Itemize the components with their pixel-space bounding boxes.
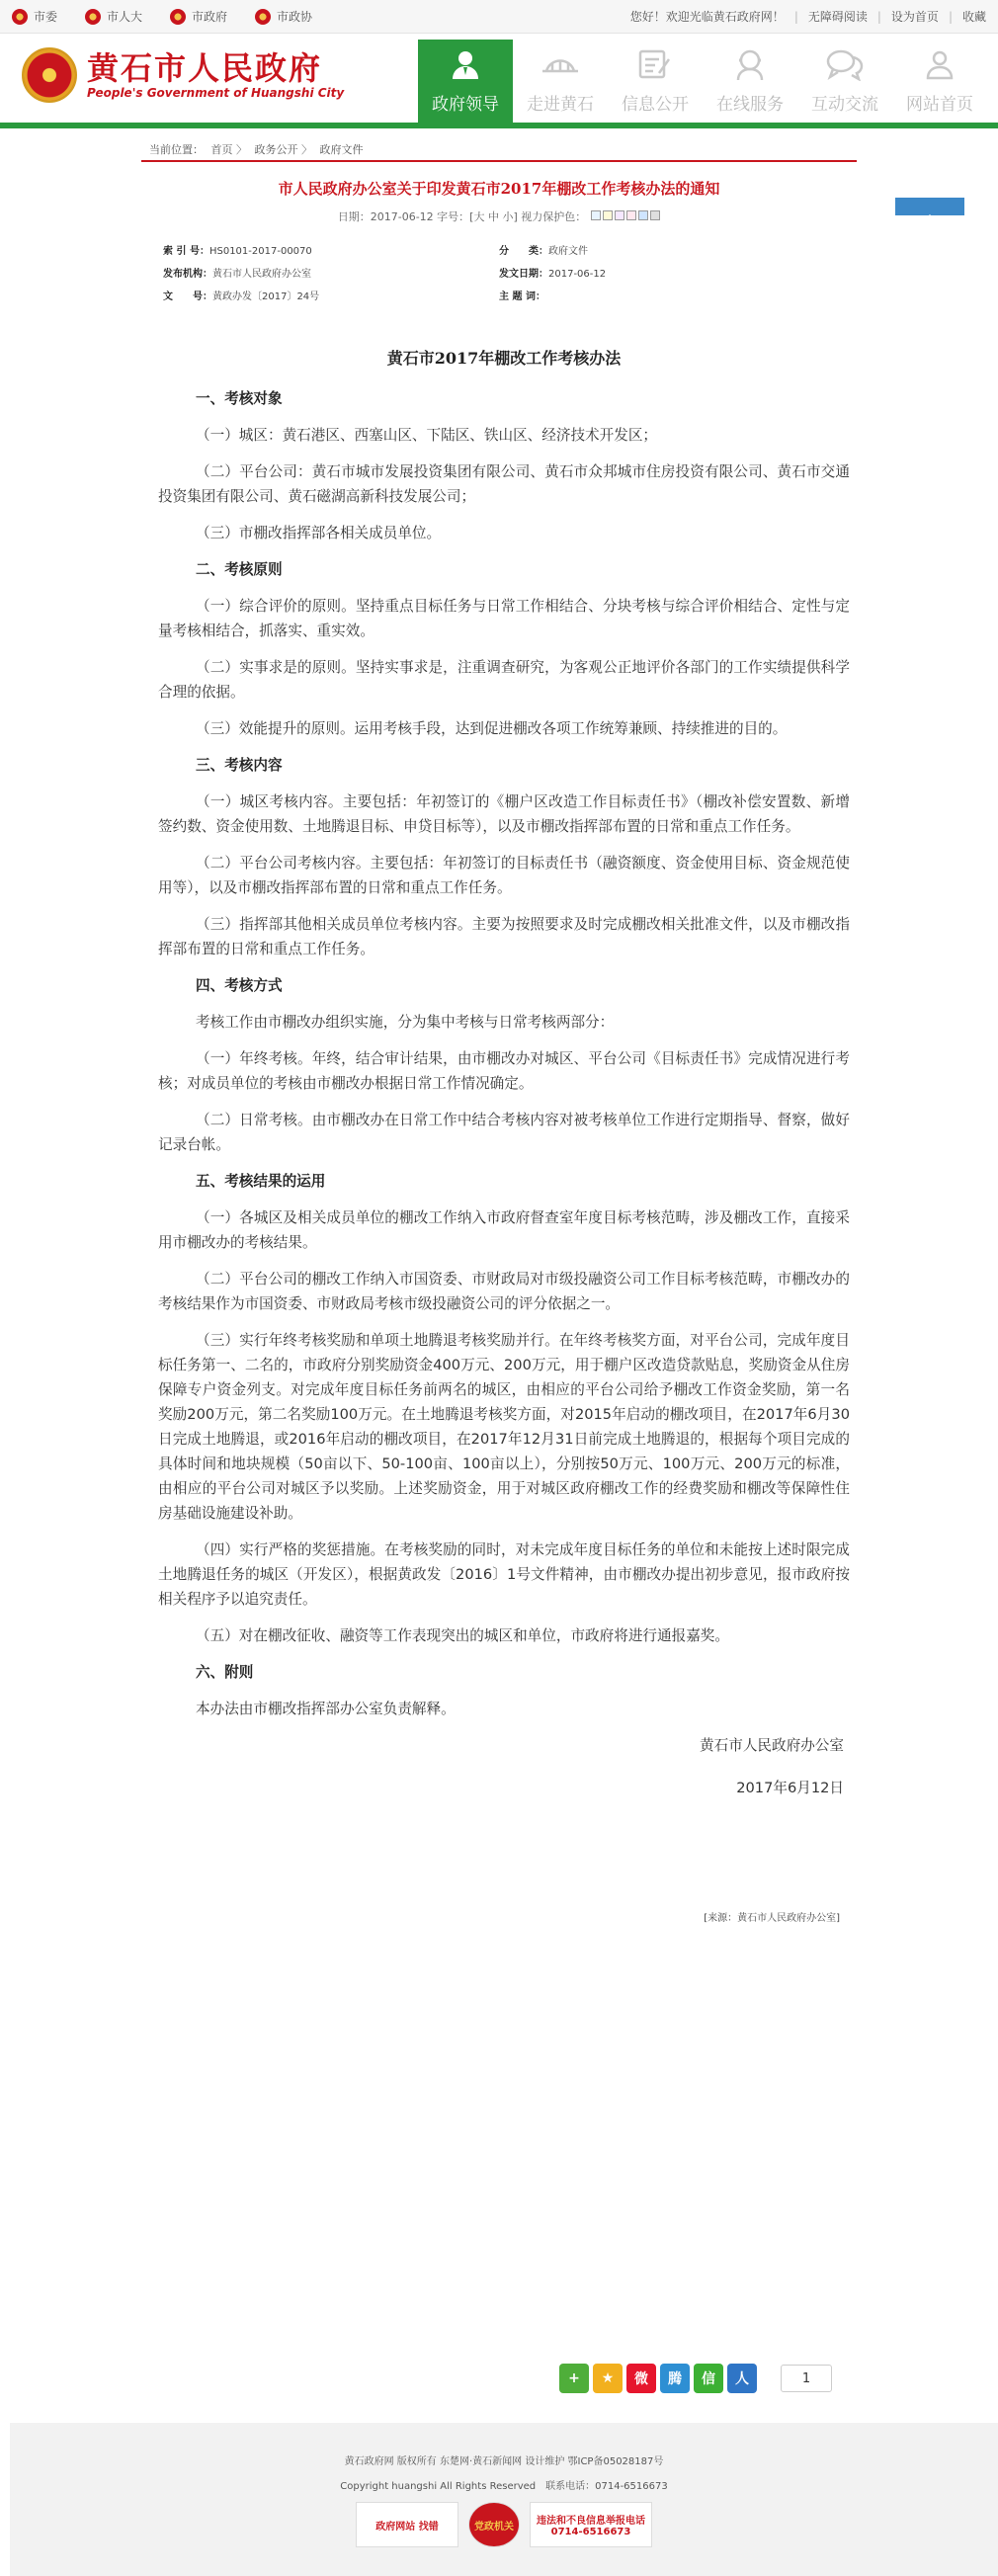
paragraph: （一）城区：黄石港区、西塞山区、下陆区、铁山区、经济技术开发区； <box>196 427 658 444</box>
find-error-badge[interactable]: 政府网站 找错 <box>356 2502 458 2547</box>
paragraph: （二）平台公司的棚改工作纳入市国资委、市财政局对市级投融资公司工作目标考核范畴，市棚改办的考核结果作为市国资委、市财政局考核市级投融资公司的评分依据之一。 <box>158 1271 850 1312</box>
info-value: HS0101-2017-00070 <box>208 246 312 257</box>
wechat-icon[interactable]: 信 <box>694 2364 723 2393</box>
paragraph: （二）日常考核。由市棚改办在日常工作中结合考核内容对被考核单位工作进行定期指导、督察，做好记录台帐。 <box>158 1112 850 1153</box>
logo-subtitle: People's Government of Huangshi City <box>87 86 345 100</box>
qzone-icon[interactable]: ★ <box>593 2364 623 2393</box>
paragraph: （一）各城区及相关成员单位的棚改工作纳入市政府督查室年度目标考核范畴，涉及棚改工作，直接采用市棚改办的考核结果。 <box>158 1209 850 1251</box>
info-value: 2017-06-12 <box>548 269 607 280</box>
nav-label: 走进黄石 <box>527 95 594 115</box>
breadcrumb-separator: 〉 <box>236 143 247 156</box>
section-heading: 二、考核原则 <box>196 561 283 578</box>
color-swatch[interactable] <box>650 210 660 220</box>
nav-label: 互动交流 <box>811 95 878 115</box>
share-count: 1 <box>781 2365 832 2392</box>
signature-organization: 黄石市人民政府办公室 <box>700 1737 844 1754</box>
article-body <box>158 346 850 1800</box>
top-link-npc[interactable]: 市人大 <box>85 8 142 25</box>
breadcrumb <box>141 138 857 162</box>
meta-text: 日期：2017-06-12 字号：[大 中 小] 视力保护色： <box>337 210 587 223</box>
paragraph: （三）实行年终考核奖励和单项土地腾退考核奖励并行。在年终考核奖方面，对平台公司，完成年度目标任务第一、二名的，市政府分别奖励资金400万元、200万元，用于棚户区改造贷款贴息，奖励资金从住房保障专户资金列支。对完成年度目标任务前两名的城区，由相应的平台公司给予棚改工作资金奖励，第一名奖励200万元，第二名奖励100万元。在土地腾退考核奖方面，对2015年启动的棚改项目，在2017年6月30日完成土地腾退，或2016年启动的棚改项目，在2017年12月31日前完成土地腾退的，根据每个项目完成的具体时间和地块规模（50亩以下、50-100亩、100亩以上），分别按50万元、100万元、200万元的标准，由相应的平台公司对城区予以奖励。上述奖励资金，用于对城区政府棚改工作的经费奖励和棚改等保障性住房基础设施建设补助。 <box>158 1332 850 1522</box>
color-swatch[interactable] <box>626 210 636 220</box>
nav-information-disclosure[interactable] <box>608 40 703 123</box>
nav-label: 信息公开 <box>622 95 689 115</box>
info-cell <box>163 265 499 280</box>
article-title: 黄石市2017年棚改工作考核办法 <box>386 349 622 368</box>
divider: | <box>793 9 798 24</box>
paragraph: （一）城区考核内容。主要包括：年初签订的《棚户区改造工作目标责任书》（棚改补偿安置数、新增签约数、资金使用数、土地腾退目标、申贷目标等），以及市棚改指挥部布置的日常和重点工作任务。 <box>158 793 850 835</box>
set-homepage-link[interactable]: 设为首页 <box>890 10 939 24</box>
paragraph: （一）年终考核。年终，结合审计结果，由市棚改办对城区、平台公司《目标责任书》完成情况进行考核；对成员单位的考核由市棚改办根据日常工作情况确定。 <box>158 1050 850 1092</box>
info-value: 黄政办发〔2017〕24号 <box>212 291 320 302</box>
section-heading: 四、考核方式 <box>196 977 283 994</box>
paragraph: （二）平台公司考核内容。主要包括：年初签订的目标责任书（融资额度、资金使用目标、资金规范使用等），以及市棚改指挥部布置的日常和重点工作任务。 <box>158 855 850 896</box>
color-swatch[interactable] <box>638 210 648 220</box>
nav-label: 在线服务 <box>716 95 784 115</box>
breadcrumb-separator: 〉 <box>301 143 312 156</box>
signature <box>158 1733 850 1800</box>
top-link-cppcc[interactable]: 市政协 <box>255 8 312 25</box>
info-value: 政府文件 <box>548 246 588 257</box>
party-government-badge[interactable]: 党政机关 <box>468 2502 520 2547</box>
nav-label: 网站首页 <box>906 95 973 115</box>
party-emblem-icon <box>12 9 28 25</box>
paragraph: （一）综合评价的原则。坚持重点目标任务与日常工作相结合、分块考核与综合评价相结合、定性与定量考核相结合，抓落实、重实效。 <box>158 598 850 639</box>
user-icon <box>920 44 959 84</box>
document-meta <box>0 208 998 224</box>
breadcrumb-public-affairs[interactable]: 政务公开 <box>254 143 298 156</box>
footer-contact: Copyright huangshi All Rights Reserved 联系电话：0714-6516673 <box>340 2481 668 2492</box>
nav-interaction[interactable] <box>797 40 892 123</box>
weibo-icon[interactable]: 微 <box>626 2364 656 2393</box>
section-heading: 一、考核对象 <box>196 390 283 407</box>
breadcrumb-home[interactable]: 首页 <box>210 143 233 156</box>
nav-government-leaders[interactable] <box>418 40 513 123</box>
info-cell <box>499 288 835 302</box>
paragraph: （二）平台公司：黄石市城市发展投资集团有限公司、黄石市众邦城市住房投资有限公司、黄石市交通投资集团有限公司、黄石磁湖高新科技发展公司； <box>158 463 850 505</box>
info-cell <box>499 242 835 257</box>
info-value: 黄石市人民政府办公室 <box>212 269 311 280</box>
nav-home[interactable] <box>892 40 987 123</box>
page-title: 市人民政府办公室关于印发黄石市2017年棚改工作考核办法的通知 <box>278 180 720 198</box>
nav-online-service[interactable] <box>703 40 797 123</box>
nav-about-huangshi[interactable] <box>513 40 608 123</box>
eye-protection-color-swatches <box>589 210 660 223</box>
national-emblem-icon <box>22 47 77 103</box>
paragraph: 本办法由市棚改指挥部办公室负责解释。 <box>196 1701 456 1717</box>
footer-copyright: 黄石政府网 版权所有 东楚网·黄石新闻网 设计维护 鄂ICP备05028187号 <box>344 2456 664 2467</box>
paragraph: 考核工作由市棚改办组织实施，分为集中考核与日常考核两部分： <box>196 1014 615 1031</box>
paragraph: （五）对在棚改征收、融资等工作表现突出的城区和单位，市政府将进行通报嘉奖。 <box>196 1627 729 1644</box>
section-heading: 三、考核内容 <box>196 757 283 774</box>
info-cell <box>163 242 499 257</box>
document-edit-icon <box>635 44 675 84</box>
top-links <box>12 8 312 25</box>
logo-title: 黄石市人民政府 <box>87 49 323 87</box>
top-bar <box>0 0 998 34</box>
paragraph: （三）效能提升的原则。运用考核手段，达到促进棚改各项工作统筹兼顾、持续推进的目的。 <box>196 720 788 737</box>
paragraph: （三）指挥部其他相关成员单位考核内容。主要为按照要求及时完成棚改相关批准文件，以及市棚改指挥部布置的日常和重点工作任务。 <box>158 916 850 957</box>
site-logo[interactable] <box>22 47 344 103</box>
emblem-icon <box>255 9 271 25</box>
renren-icon[interactable]: 人 <box>727 2364 757 2393</box>
paragraph: （二）实事求是的原则。坚持实事求是，注重调查研究，为客观公正地评价各部门的工作实绩提供科学合理的依据。 <box>158 659 850 701</box>
info-cell <box>163 288 499 302</box>
info-cell <box>499 265 835 280</box>
section-heading: 五、考核结果的运用 <box>196 1173 326 1190</box>
divider: | <box>948 9 953 24</box>
welcome-text: 您好！欢迎光临黄石政府网！ <box>629 10 785 24</box>
person-icon <box>446 44 485 84</box>
section-heading: 六、附则 <box>196 1664 254 1681</box>
site-footer <box>10 2423 998 2576</box>
footer-badges <box>10 2502 998 2547</box>
top-link-municipal-committee[interactable]: 市委 <box>12 8 57 25</box>
color-swatch[interactable] <box>603 210 613 220</box>
source-line: [来源：黄石市人民政府办公室] <box>704 1913 840 1924</box>
color-swatch[interactable] <box>615 210 624 220</box>
top-link-government[interactable]: 市政府 <box>170 8 227 25</box>
info-label: 索 引 号： <box>163 246 209 257</box>
logo-text <box>87 50 344 100</box>
chat-bubbles-icon <box>825 44 865 84</box>
breadcrumb-government-documents[interactable]: 政府文件 <box>319 143 364 156</box>
tencent-weibo-icon[interactable]: 腾 <box>660 2364 690 2393</box>
top-right-links <box>630 8 986 25</box>
emblem-icon <box>85 9 101 25</box>
favorite-link[interactable]: 收藏 <box>961 10 986 24</box>
breadcrumb-prefix: 当前位置： <box>149 143 204 156</box>
back-to-top-tab[interactable] <box>895 198 964 215</box>
nav-label: 政府领导 <box>432 95 499 115</box>
report-badge[interactable]: 违法和不良信息举报电话 0714-6516673 <box>530 2502 652 2547</box>
bridge-icon <box>541 44 580 84</box>
main-nav <box>418 40 987 123</box>
paragraph: （三）市棚改指挥部各相关成员单位。 <box>196 525 442 541</box>
info-label: 发文日期： <box>499 269 548 280</box>
info-label: 主 题 词： <box>499 291 545 302</box>
signature-date: 2017年6月12日 <box>736 1780 844 1796</box>
article-content <box>158 386 850 1721</box>
divider: | <box>876 9 881 24</box>
accessible-reading-link[interactable]: 无障碍阅读 <box>807 10 868 24</box>
plus-share-icon[interactable]: + <box>559 2364 589 2393</box>
info-label: 分 类： <box>499 246 548 257</box>
color-swatch[interactable] <box>591 210 601 220</box>
site-header <box>0 34 998 128</box>
info-label: 文 号： <box>163 291 212 302</box>
emblem-icon <box>170 9 186 25</box>
info-label: 发布机构： <box>163 269 212 280</box>
service-agent-icon <box>730 44 770 84</box>
paragraph: （四）实行严格的奖惩措施。在考核奖励的同时，对未完成年度目标任务的单位和未能按上述时限完成土地腾退任务的城区（开发区），根据黄政发〔2016〕1号文件精神，由市棚改办提出初步意见，报市政府按相关程序予以追究责任。 <box>158 1541 850 1608</box>
share-bar <box>559 2364 832 2393</box>
document-info-table <box>163 242 835 302</box>
